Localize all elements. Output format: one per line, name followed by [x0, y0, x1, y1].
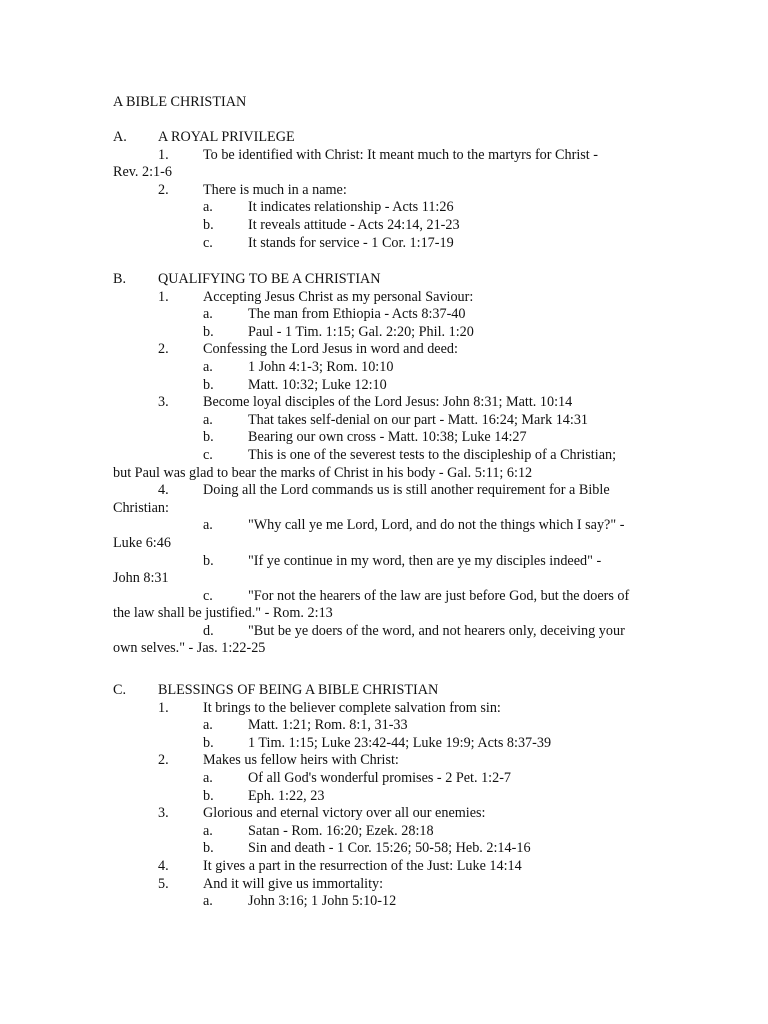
outline-subpoint [0, 770, 768, 788]
section-heading-text: A ROYAL PRIVILEGE [158, 129, 295, 145]
outline-subpoint [0, 717, 768, 735]
outline-subpoint [0, 623, 768, 641]
item-marker: b. [203, 323, 214, 340]
item-marker: b. [203, 840, 214, 857]
item-marker: b. [203, 787, 214, 804]
outline-point [0, 341, 768, 359]
section-heading-text: QUALIFYING TO BE A CHRISTIAN [158, 271, 381, 287]
outline-subpoint [0, 840, 768, 858]
item-text: It stands for service - 1 Cor. 1:17-19 [248, 234, 454, 251]
item-marker: b. [203, 376, 214, 393]
item-text: "But be ye doers of the word, and not hearers only, deceiving your [248, 622, 625, 639]
section-a [0, 129, 768, 252]
item-marker: a. [203, 517, 213, 534]
item-marker: c. [203, 587, 213, 604]
item-text: To be identified with Christ: It meant much to the martyrs for Christ - [203, 146, 598, 163]
item-text: "For not the hearers of the law are just before God, but the doers of [248, 587, 630, 604]
item-marker: a. [203, 411, 213, 428]
outline-subpoint [0, 429, 768, 447]
outline-subpoint [0, 588, 768, 606]
item-marker: a. [203, 893, 213, 910]
outline-subpoint [0, 235, 768, 253]
item-text: Accepting Jesus Christ as my personal Saviour: [203, 288, 474, 305]
item-marker: d. [203, 622, 214, 639]
section-marker: C. [113, 682, 127, 698]
item-marker: 3. [158, 394, 169, 411]
outline-point [0, 858, 768, 876]
outline-subpoint [0, 788, 768, 806]
item-marker: 2. [158, 181, 169, 198]
outline-point [0, 876, 768, 894]
item-marker: a. [203, 199, 213, 216]
outline-subpoint [0, 359, 768, 377]
outline-subpoint [0, 517, 768, 535]
outline-subpoint [0, 217, 768, 235]
outline-point [0, 147, 768, 165]
outline-subpoint [0, 447, 768, 465]
item-marker: 2. [158, 341, 169, 358]
item-text: Of all God's wonderful promises - 2 Pet. 1:2-7 [248, 769, 512, 786]
item-text-continuation: Luke 6:46 [113, 534, 171, 551]
outline-subpoint [0, 553, 768, 571]
item-text-continuation: Christian: [113, 499, 169, 516]
outline-subpoint [0, 735, 768, 753]
item-text: Bearing our own cross - Matt. 10:38; Luke 14:27 [248, 429, 527, 446]
item-text-continuation: the law shall be justified." - Rom. 2:13 [113, 605, 333, 622]
item-text: 1 Tim. 1:15; Luke 23:42-44; Luke 19:9; Acts 8:37-39 [248, 734, 552, 751]
item-text: Doing all the Lord commands us is still another requirement for a Bible [203, 482, 610, 499]
item-marker: b. [203, 429, 214, 446]
item-text: Matt. 1:21; Rom. 8:1, 31-33 [248, 717, 408, 734]
item-text: That takes self-denial on our part - Matt. 16:24; Mark 14:31 [248, 411, 589, 428]
item-marker: b. [203, 216, 214, 233]
item-text: Eph. 1:22, 23 [248, 787, 325, 804]
item-text: John 3:16; 1 John 5:10-12 [248, 893, 397, 910]
item-text: The man from Ethiopia - Acts 8:37-40 [248, 306, 466, 323]
item-marker: c. [203, 234, 213, 251]
section-heading [0, 682, 768, 700]
item-text-continuation: but Paul was glad to bear the marks of Christ in his body - Gal. 5:11; 6:12 [113, 464, 533, 481]
section-marker: A. [113, 129, 127, 145]
item-text: 1 John 4:1-3; Rom. 10:10 [248, 358, 394, 375]
outline-subpoint [0, 412, 768, 430]
item-marker: c. [203, 446, 213, 463]
item-marker: 4. [158, 482, 169, 499]
item-text-continuation: John 8:31 [113, 570, 169, 587]
item-marker: a. [203, 306, 213, 323]
item-text: It reveals attitude - Acts 24:14, 21-23 [248, 216, 460, 233]
outline-point [0, 394, 768, 412]
section-heading [0, 129, 768, 147]
outline-point [0, 182, 768, 200]
item-marker: a. [203, 717, 213, 734]
item-marker: b. [203, 734, 214, 751]
section-heading-text: BLESSINGS OF BEING A BIBLE CHRISTIAN [158, 682, 439, 698]
item-text: There is much in a name: [203, 181, 347, 198]
section-marker: B. [113, 271, 127, 287]
item-text: It brings to the believer complete salvation from sin: [203, 699, 501, 716]
item-text: Matt. 10:32; Luke 12:10 [248, 376, 387, 393]
section-b [0, 271, 768, 658]
item-text: Become loyal disciples of the Lord Jesus: John 8:31; Matt. 10:14 [203, 394, 573, 411]
outline-point [0, 752, 768, 770]
item-text: This is one of the severest tests to the discipleship of a Christian; [248, 446, 617, 463]
item-text: Confessing the Lord Jesus in word and deed: [203, 341, 458, 358]
outline-subpoint [0, 377, 768, 395]
item-text-continuation: own selves." - Jas. 1:22-25 [113, 640, 266, 657]
item-marker: 4. [158, 857, 169, 874]
document-title: A BIBLE CHRISTIAN [113, 94, 247, 110]
outline-subpoint [0, 893, 768, 911]
outline-subpoint [0, 823, 768, 841]
item-text: Glorious and eternal victory over all our enemies: [203, 805, 486, 822]
item-text: Paul - 1 Tim. 1:15; Gal. 2:20; Phil. 1:20 [248, 323, 474, 340]
item-marker: 1. [158, 146, 169, 163]
item-text: And it will give us immortality: [203, 875, 384, 892]
item-marker: b. [203, 552, 214, 569]
item-marker: a. [203, 769, 213, 786]
outline-point [0, 289, 768, 307]
item-text: It indicates relationship - Acts 11:26 [248, 199, 454, 216]
item-text: "Why call ye me Lord, Lord, and do not the things which I say?" - [248, 517, 625, 534]
outline-point [0, 482, 768, 500]
outline-subpoint [0, 324, 768, 342]
item-text: Makes us fellow heirs with Christ: [203, 752, 399, 769]
outline-subpoint [0, 199, 768, 217]
item-text: "If ye continue in my word, then are ye my disciples indeed" - [248, 552, 602, 569]
item-text: It gives a part in the resurrection of the Just: Luke 14:14 [203, 857, 522, 874]
item-marker: 5. [158, 875, 169, 892]
item-marker: a. [203, 822, 213, 839]
item-text-continuation: Rev. 2:1-6 [113, 164, 172, 181]
section-c [0, 682, 768, 911]
outline-point [0, 700, 768, 718]
outline-point [0, 805, 768, 823]
section-heading [0, 271, 768, 289]
item-marker: 2. [158, 752, 169, 769]
item-marker: 1. [158, 699, 169, 716]
item-marker: a. [203, 358, 213, 375]
item-text: Satan - Rom. 16:20; Ezek. 28:18 [248, 822, 434, 839]
item-marker: 1. [158, 288, 169, 305]
item-marker: 3. [158, 805, 169, 822]
outline-subpoint [0, 306, 768, 324]
item-text: Sin and death - 1 Cor. 15:26; 50-58; Heb. 2:14-16 [248, 840, 531, 857]
